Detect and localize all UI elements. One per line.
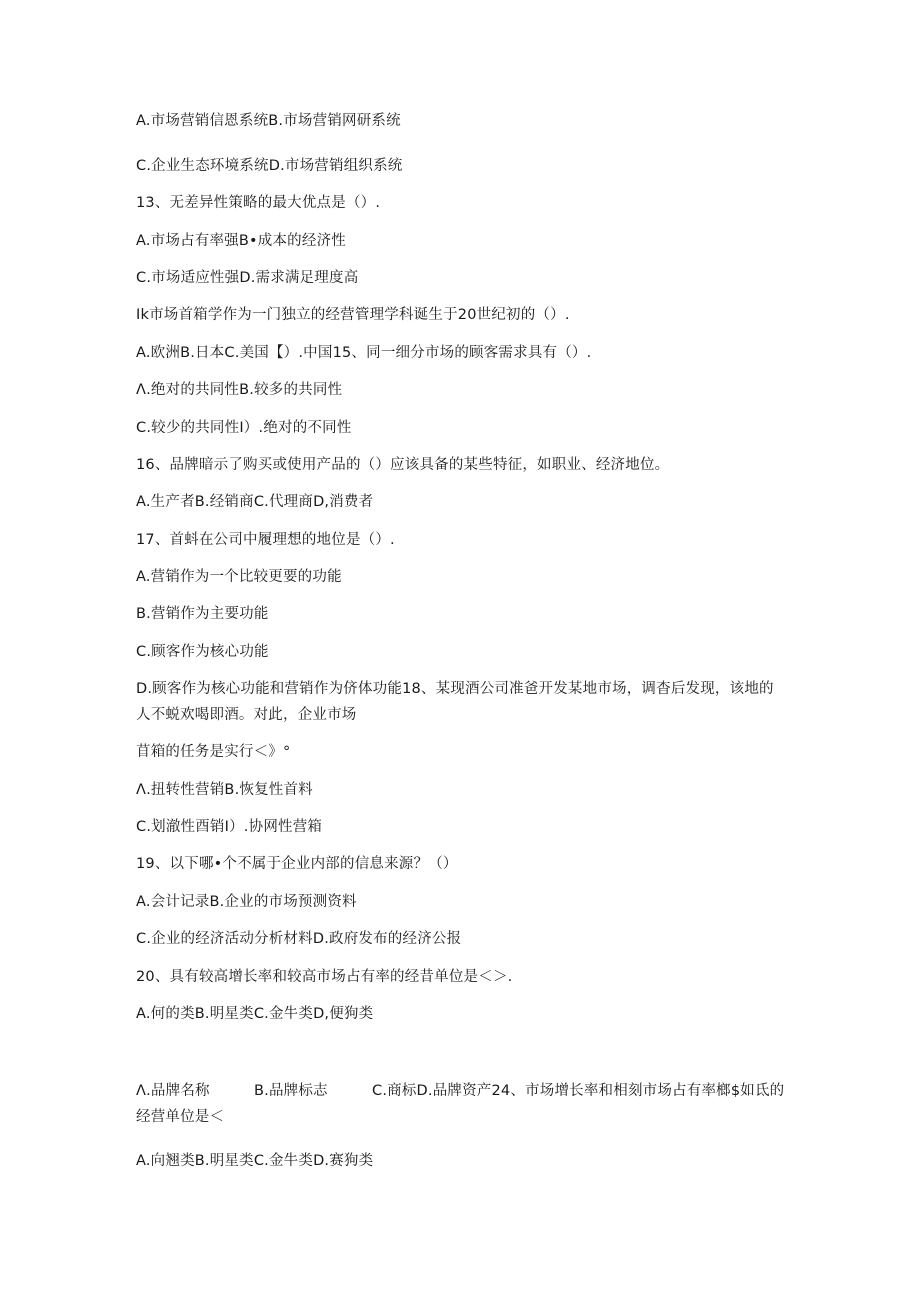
- q19-options-cd: C.企业的经济活动分析材料D.政府发布的经济公报: [136, 931, 462, 947]
- q15-options-cd: C.较少的共同性I）.绝对的不同性: [136, 420, 352, 436]
- q17-option-d-q18-question: D.顾客作为核心功能和营销作为侪体功能18、某现酒公司准爸开发某地市场，调杳后发现，该地的人不蜕欢喝即酒。对此，企业市场: [136, 681, 774, 723]
- q23-options-q24-question: [136, 1078, 786, 1130]
- q23-option-a: Λ.品牌名称: [136, 1083, 210, 1099]
- q13-options-ab: A.市场占有率强B•成本的经济性: [136, 233, 346, 249]
- q12-options-cd: C.企业生态环境系统D.市场营销组织系统: [136, 158, 403, 174]
- q13-options-cd: C.市场适应性强D.需求满足理度高: [136, 270, 359, 286]
- q18-options-ab: Λ.扭转性营销B.恢复性首料: [136, 782, 313, 798]
- q17-option-b: B.营销作为主要功能: [136, 606, 269, 622]
- q24-options: A.向翘类B.明星类C.金牛类D.赛狗类: [136, 1153, 374, 1169]
- q13-question: 13、无差异性策略的最大优点是（）.: [136, 195, 381, 211]
- q20-question: 20、具有较高增长率和较高市场占有率的经昔单位是＜＞.: [136, 969, 513, 985]
- q20-options: A.何的类B.明星类C.金牛类D,便狗类: [136, 1006, 374, 1022]
- q23-option-b: B.品牌标志: [254, 1083, 328, 1099]
- q16-question: 16、品牌暗示了购买或使用产品的（）应该具备的某些特征，如职业、经济地位。: [136, 457, 670, 473]
- q23-option-cd-q24-question: C.商标D.品牌资产24、市场增长率和相刻市场占有率榔$如氐的经营单位是＜: [136, 1083, 785, 1125]
- q17-option-a: A.营销作为一个比较更要的功能: [136, 569, 342, 585]
- q15-options-ab: Λ.绝对的共同性B.较多的共同性: [136, 382, 343, 398]
- q17-option-c: C.顾客作为核心功能: [136, 644, 269, 660]
- q19-question: 19、以下哪•个不属于企业内部的信息来源？（）: [136, 856, 458, 872]
- q16-options: A.生产者B.经销商C.代理商D,消费者: [136, 494, 374, 510]
- q19-options-ab: A.会计记录B.企业的市场预测资料: [136, 894, 357, 910]
- q12-options-ab: A.市场营销信恩系统B.市场营销网研系统: [136, 113, 401, 129]
- q17-question: 17、首蚪在公司中履理想的地位是（）.: [136, 532, 395, 548]
- q14-options-q15-question: A.欧洲B.日本C.美国【）.中国15、同一细分市场的顾客需求具有（）.: [136, 345, 592, 361]
- q18-options-cd: C.划澈性酉销I）.协网性营箱: [136, 819, 323, 835]
- q18-question-end: 苜箱的任务是实行＜》°: [136, 744, 291, 760]
- q14-question: Ik市场首箱学作为一门独立的经营管理学科诞生于20世纪初的（）.: [136, 307, 570, 323]
